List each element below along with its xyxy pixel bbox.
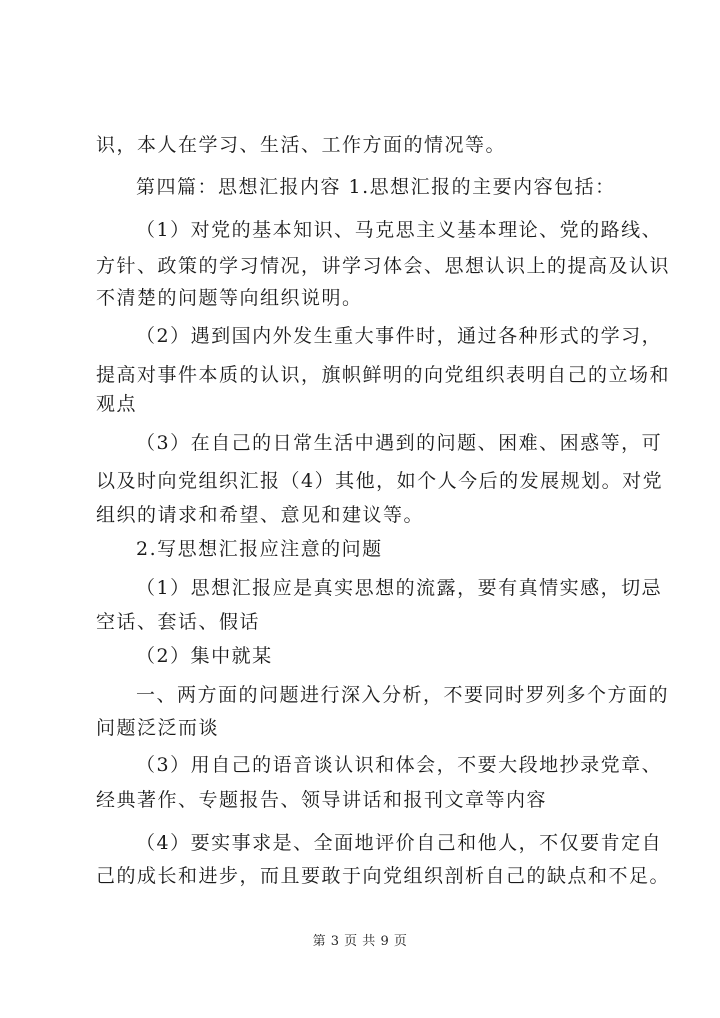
text-line: 以及时向党组织汇报（4）其他，如个人今后的发展规划。对党 [96,470,664,492]
text-line: （2）遇到国内外发生重大事件时，通过各种形式的学习， [136,325,663,347]
text-line: 经典著作、专题报告、领导讲话和报刊文章等内容 [96,789,548,811]
text-line: 不清楚的问题等向组织说明。 [96,287,363,309]
text-line: 识，本人在学习、生活、工作方面的情况等。 [96,134,507,156]
text-line: 观点 [96,393,138,415]
text-line: 一、两方面的问题进行深入分析，不要同时罗列多个方面的 [136,684,670,706]
text-line: 组织的请求和希望、意见和建议等。 [96,504,425,526]
text-line: 提高对事件本质的认识，旗帜鲜明的向党组织表明自己的立场和 [96,364,671,386]
text-line: （1）思想汇报应是真实思想的流露，要有真情实感，切忌 [136,577,663,599]
text-line: 己的成长和进步，而且要敢于向党组织剖析自己的缺点和不足。 [96,865,671,887]
text-line: 问题泛泛而谈 [96,717,220,739]
text-line: （4）要实事求是、全面地评价自己和他人，不仅要肯定自 [136,832,663,854]
text-line: （3）用自己的语音谈认识和体会，不要大段地抄录党章、 [136,754,663,776]
text-line: （3）在自己的日常生活中遇到的问题、困难、困惑等，可 [136,432,663,454]
text-line: 第四篇：思想汇报内容 1.思想汇报的主要内容包括： [136,176,616,198]
text-line: （1）对党的基本知识、马克思主义基本理论、党的路线、 [136,219,663,241]
page-footer: 第 3 页 共 9 页 [312,934,408,949]
text-line: 空话、套话、假话 [96,611,261,633]
text-line: 2.写思想汇报应注意的问题 [136,538,383,560]
text-line: 方针、政策的学习情况，讲学习体会、思想认识上的提高及认识 [96,255,671,277]
text-line: （2）集中就某 [136,645,273,667]
